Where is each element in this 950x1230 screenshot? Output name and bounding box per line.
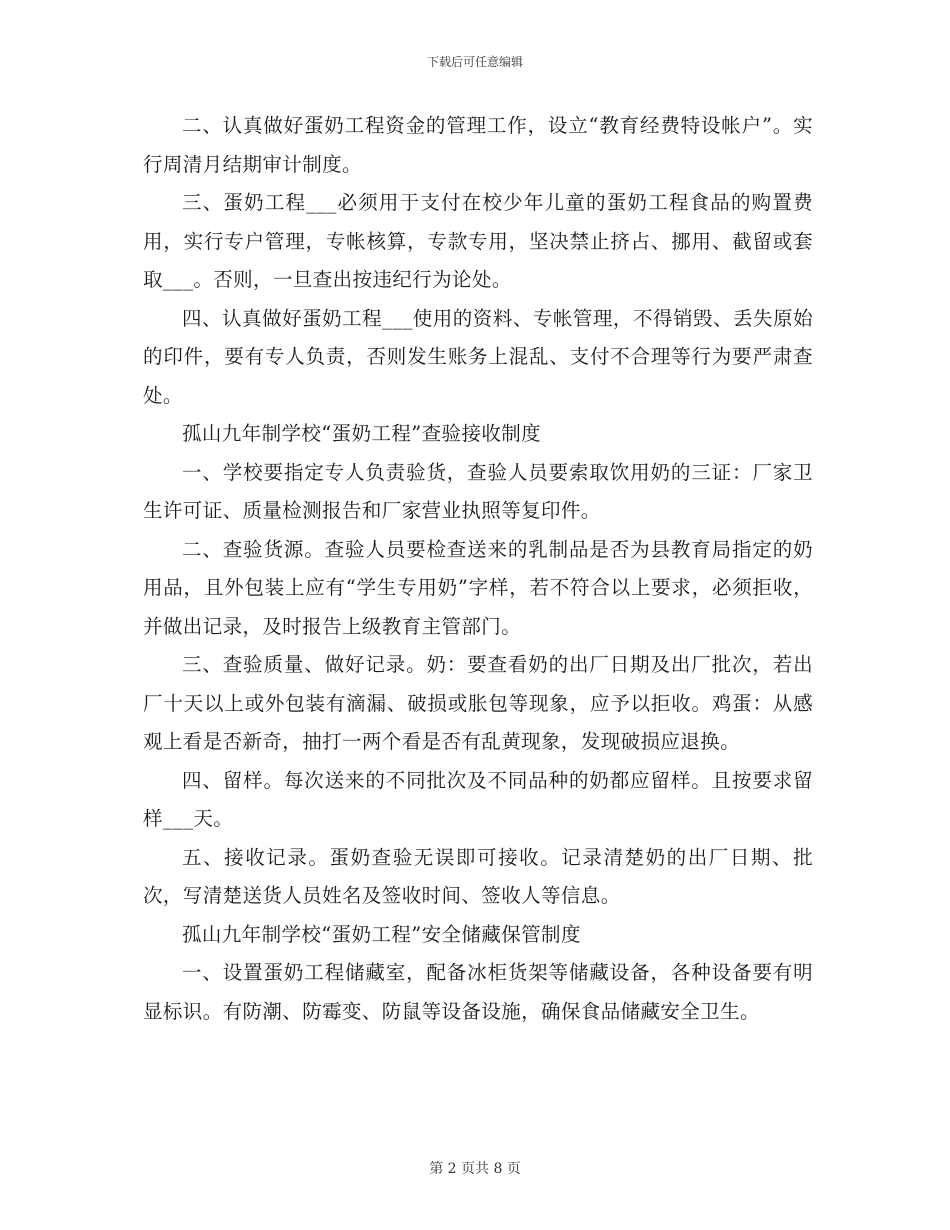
paragraph-inspection-2: 二、查验货源。查验人员要检查送来的乳制品是否为县教育局指定的奶用品，且外包装上应有“学生专用奶”字样，若不符合以上要求，必须拒收，并做出记录，及时报告上级教育主管部门。	[143, 537, 813, 638]
heading-storage-rules: 孤山九年制学校“蛋奶工程”安全储藏保管制度	[182, 922, 581, 946]
page-footer: 第 2 页共 8 页	[429, 1161, 521, 1177]
paragraph-inspection-1: 一、学校要指定专人负责验货，查验人员要索取饮用奶的三证：厂家卫生许可证、质量检测报告和厂家营业执照等复印件。	[143, 460, 813, 522]
paragraph-section-2: 二、认真做好蛋奶工程资金的管理工作，设立“教育经费特设帐户”。实行周清月结期审计制度。	[143, 114, 813, 176]
paragraph-storage-1: 一、设置蛋奶工程储藏室，配备冰柜货架等储藏设备，各种设备要有明显标识。有防潮、防霉变、防鼠等设备设施，确保食品储藏安全卫生。	[143, 961, 813, 1023]
paragraph-section-4: 四、认真做好蛋奶工程___使用的资料、专帐管理，不得销毁、丢失原始的印件，要有专人负责，否则发生账务上混乱、支付不合理等行为要严肃查处。	[143, 306, 813, 407]
page-header: 下载后可任意编辑	[426, 55, 523, 69]
paragraph-inspection-3: 三、查验质量、做好记录。奶：要查看奶的出厂日期及出厂批次，若出厂十天以上或外包装有滴漏、破损或胀包等现象，应予以拒收。鸡蛋：从感观上看是否新奇，抽打一两个看是否有乱黄现象，发现破损应退换。	[143, 653, 813, 753]
paragraph-inspection-4: 四、留样。每次送来的不同批次及不同品种的奶都应留样。且按要求留样___天。	[143, 768, 813, 830]
paragraph-section-3: 三、蛋奶工程___必须用于支付在校少年儿童的蛋奶工程食品的购置费用，实行专户管理，专帐核算，专款专用，坚决禁止挤占、挪用、截留或套取___。否则，一旦查出按违纪行为论处。	[143, 191, 813, 291]
paragraph-inspection-5: 五、接收记录。蛋奶查验无误即可接收。记录清楚奶的出厂日期、批次，写清楚送货人员姓名及签收时间、签收人等信息。	[143, 845, 813, 907]
heading-inspection-rules: 孤山九年制学校“蛋奶工程”查验接收制度	[182, 422, 542, 445]
document-body	[143, 107, 813, 1031]
